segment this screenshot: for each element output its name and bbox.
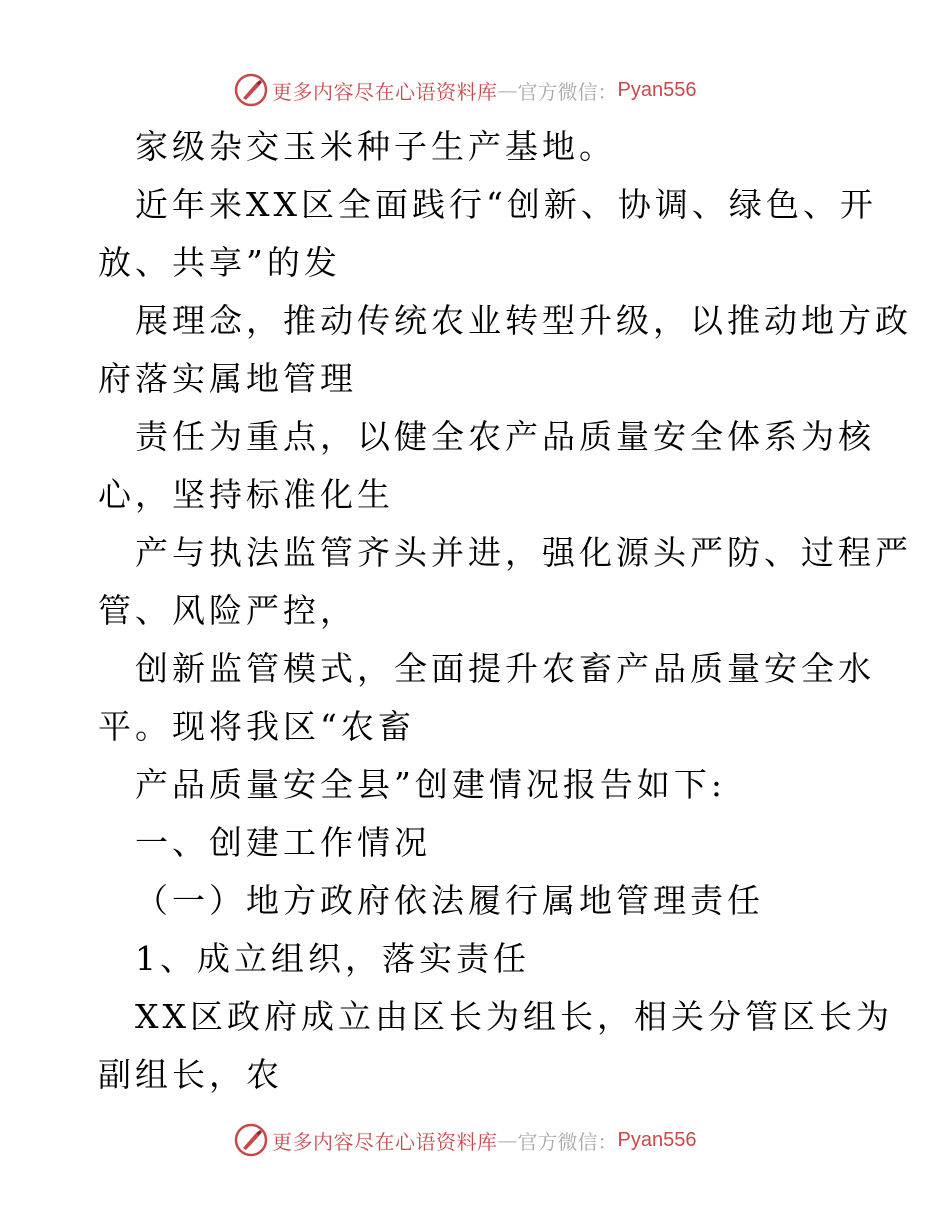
pen-logo-icon [234,73,268,107]
paragraph-line: 心，坚持标准化生 [98,475,394,514]
paragraph-line: 展理念，推动传统农业转型升级，以推动地方政 [135,301,912,340]
item-heading: 1、成立组织，落实责任 [135,939,530,978]
subsection-heading: （一）地方政府依法履行属地管理责任 [135,881,764,920]
watermark-dash: — [497,1128,518,1152]
paragraph-line: 近年来XX区全面践行“创新、协调、绿色、开 [135,185,877,224]
section-heading: 一、创建工作情况 [135,823,431,862]
paragraph-line: 家级杂交玉米种子生产基地。 [135,127,616,166]
paragraph-line: 产品质量安全县”创建情况报告如下: [135,765,726,804]
paragraph-line: 放、共享”的发 [98,243,341,282]
watermark-wechat-label: 官方微信： [517,1129,618,1154]
watermark-text: 更多内容尽在心语资料库 [272,79,498,104]
watermark-wechat-id: Pyan556 [617,1128,697,1151]
watermark-wechat-label: 官方微信： [517,79,618,104]
watermark-text: 更多内容尽在心语资料库 [272,1129,498,1154]
pen-logo-icon [234,1123,268,1157]
footer-watermark [234,1120,696,1160]
paragraph-line: 产与执法监管齐头并进，强化源头严防、过程严 [135,533,912,572]
watermark-dash: — [497,78,518,102]
paragraph-line: 责任为重点，以健全农产品质量安全体系为核 [135,417,875,456]
paragraph-line: 平。现将我区“农畜 [98,707,415,746]
paragraph-line: XX区政府成立由区长为组长，相关分管区长为 [135,997,893,1036]
paragraph-line: 副组长，农 [98,1055,283,1094]
paragraph-line: 管、风险严控， [98,591,357,630]
paragraph-line: 创新监管模式，全面提升农畜产品质量安全水 [135,649,875,688]
paragraph-line: 府落实属地管理 [98,359,357,398]
watermark-wechat-id: Pyan556 [617,78,697,101]
header-watermark [234,70,696,110]
